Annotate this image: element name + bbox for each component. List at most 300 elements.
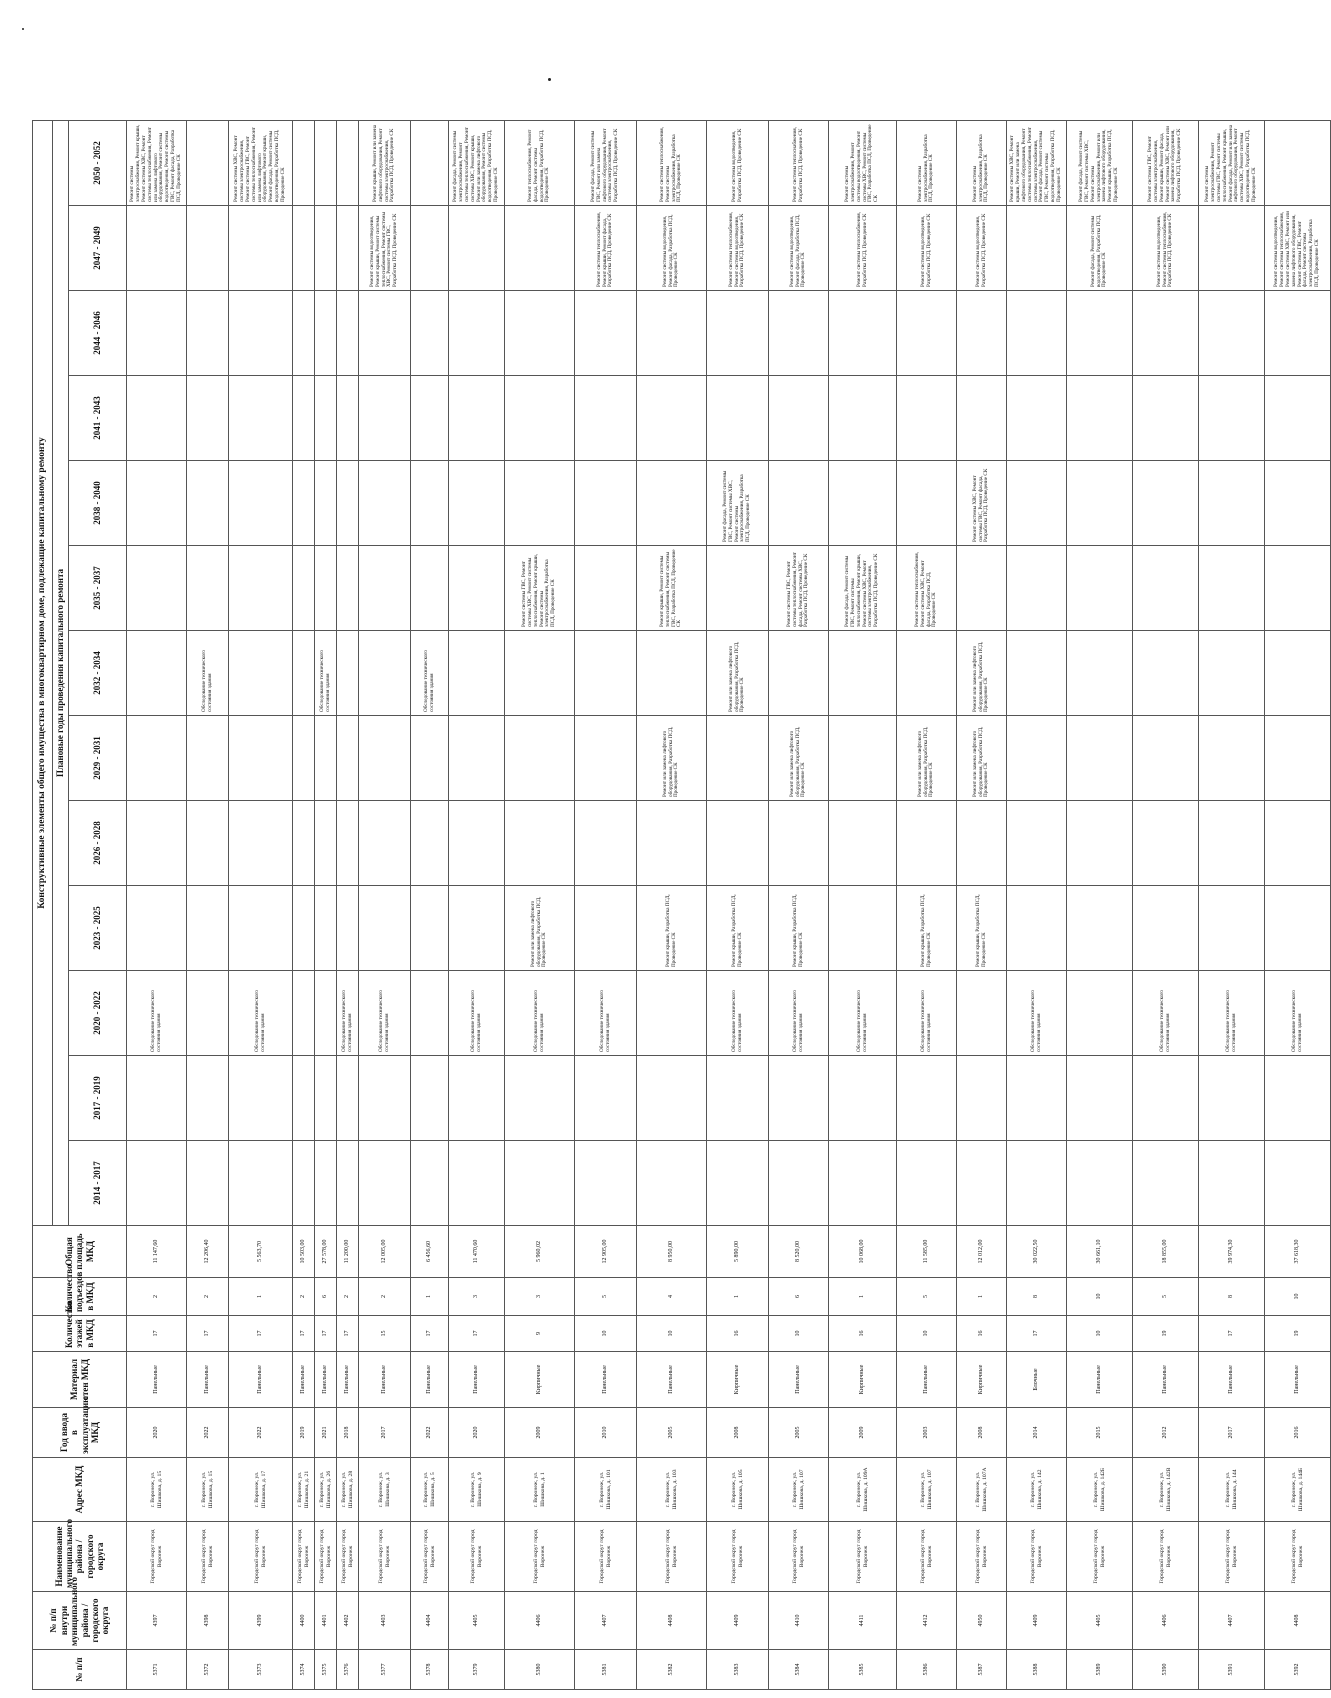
row-period-work: Обследование технического состояния здания xyxy=(1133,971,1199,1056)
row-period-work xyxy=(1007,1141,1067,1226)
period-header: 2017 - 2019 xyxy=(69,1056,127,1141)
row-period-work xyxy=(707,1141,769,1226)
row-year: 2005 xyxy=(637,1408,707,1458)
row-entrances: 2 xyxy=(293,1278,315,1316)
row-period-work xyxy=(359,461,411,546)
row-number: 5383 xyxy=(707,1650,769,1690)
row-period-work: Ремонт крыши, Разработка ПСД, Проведение СК xyxy=(897,886,957,971)
row-period-work xyxy=(187,971,229,1056)
header-municipal-num: № п/п внутри муниципального района / городского округа xyxy=(33,1592,127,1650)
table-row xyxy=(1067,121,1133,1690)
row-period-work xyxy=(1007,376,1067,461)
row-period-work xyxy=(411,206,449,291)
row-period-work xyxy=(315,461,337,546)
row-municipal-number: 4398 xyxy=(187,1592,229,1650)
row-period-work: Ремонт или замена лифтового оборудования, Разработка ПСД, Проведение СК xyxy=(957,716,1007,801)
row-entrances: 6 xyxy=(769,1278,829,1316)
row-number: 5388 xyxy=(1007,1650,1067,1690)
row-entrances: 1 xyxy=(707,1278,769,1316)
table-row xyxy=(337,121,359,1690)
row-municipality: Городской округ город Воронеж xyxy=(449,1522,505,1592)
row-period-work xyxy=(1007,546,1067,631)
row-period-work xyxy=(1067,461,1133,546)
row-period-work: Ремонт системы водоотведения, Ремонт фасада, Разработка ПСД, Проведение СК xyxy=(637,206,707,291)
row-period-work: Ремонт системы теплоснабжения, Ремонт системы водоотведения, Разработка ПСД, Проведение СК xyxy=(707,206,769,291)
row-period-work: Обследование технического состояния здания xyxy=(187,631,229,716)
row-entrances: 2 xyxy=(187,1278,229,1316)
period-header: 2023 - 2025 xyxy=(69,886,127,971)
row-period-work xyxy=(1199,716,1265,801)
row-material: Панельные xyxy=(1199,1352,1265,1408)
row-material: Панельные xyxy=(1133,1352,1199,1408)
row-municipal-number: 4402 xyxy=(337,1592,359,1650)
table-row xyxy=(449,121,505,1690)
row-period-work: Ремонт крыши, Ремонт системы теплоснабжения, Ремонт системы ГВС, Разработка ПСД, Проведение СК xyxy=(637,546,707,631)
table-row xyxy=(1133,121,1199,1690)
row-period-work xyxy=(957,546,1007,631)
row-entrances: 8 xyxy=(1007,1278,1067,1316)
row-year: 2008 xyxy=(707,1408,769,1458)
row-period-work xyxy=(829,716,897,801)
row-period-work xyxy=(411,546,449,631)
row-area: 8 520,00 xyxy=(769,1226,829,1278)
row-address: г. Воронеж, ул. Шишкова, д. 142 xyxy=(1007,1458,1067,1522)
row-period-work: Обследование технического состояния здания xyxy=(1199,971,1265,1056)
header-floors: Количество этажей в МКД xyxy=(33,1316,127,1352)
row-period-work: Обследование технического состояния здания xyxy=(337,971,359,1056)
row-period-work xyxy=(1265,121,1331,206)
header-year: Год ввода в эксплуатацию МКД xyxy=(33,1408,127,1458)
row-period-work xyxy=(359,886,411,971)
row-material: Панельные xyxy=(359,1352,411,1408)
row-address: г. Воронеж, ул. Шишкова, д. 101 xyxy=(575,1458,637,1522)
header-num: № п/п xyxy=(33,1650,127,1690)
row-period-work xyxy=(187,1141,229,1226)
row-period-work xyxy=(1007,631,1067,716)
row-year: 2018 xyxy=(337,1408,359,1458)
row-municipality: Городской округ город Воронеж xyxy=(957,1522,1007,1592)
row-floors: 10 xyxy=(769,1316,829,1352)
row-period-work xyxy=(575,376,637,461)
row-period-work xyxy=(293,291,315,376)
table-row xyxy=(637,121,707,1690)
row-period-work xyxy=(359,801,411,886)
row-period-work xyxy=(449,1056,505,1141)
row-material: Панельные xyxy=(769,1352,829,1408)
row-floors: 17 xyxy=(293,1316,315,1352)
row-period-work xyxy=(229,886,293,971)
row-period-work xyxy=(1067,291,1133,376)
row-period-work: Ремонт системы водоотведения, Ремонт крыши, Ремонт системы теплоснабжения, Ремонт системы ХВС, Ремонт системы ГВС, Разработка ПСД, Проведение СК xyxy=(359,206,411,291)
row-year: 2022 xyxy=(411,1408,449,1458)
row-period-work xyxy=(229,546,293,631)
row-period-work xyxy=(769,1141,829,1226)
period-header: 2047 - 2049 xyxy=(69,206,127,291)
row-period-work: Обследование технического состояния здания xyxy=(1007,971,1067,1056)
row-period-work: Ремонт системы водоотведения, Разработка ПСД, Проведение СК xyxy=(707,121,769,206)
row-period-work: Ремонт крыши, Разработка ПСД, Проведение СК xyxy=(707,886,769,971)
row-area: 37 618,30 xyxy=(1265,1226,1331,1278)
row-floors: 19 xyxy=(1133,1316,1199,1352)
table-row xyxy=(897,121,957,1690)
row-municipal-number: 4950 xyxy=(957,1592,1007,1650)
row-floors: 9 xyxy=(505,1316,575,1352)
row-period-work xyxy=(707,716,769,801)
row-period-work xyxy=(293,461,315,546)
row-period-work xyxy=(337,121,359,206)
row-period-work xyxy=(359,716,411,801)
row-number: 5386 xyxy=(897,1650,957,1690)
row-number: 5376 xyxy=(337,1650,359,1690)
table-row xyxy=(505,121,575,1690)
row-period-work xyxy=(1199,801,1265,886)
row-period-work: Обследование технического состояния здания xyxy=(449,971,505,1056)
row-period-work xyxy=(337,631,359,716)
row-year: 2009 xyxy=(505,1408,575,1458)
row-period-work xyxy=(449,376,505,461)
row-municipal-number: 4409 xyxy=(1007,1592,1067,1650)
row-period-work: Ремонт системы электроснабжения, Разработка ПСД, Проведение СК xyxy=(957,121,1007,206)
row-period-work: Ремонт или замена лифтового оборудования, Разработка ПСД, Проведение СК xyxy=(707,631,769,716)
row-period-work: Ремонт системы водоотведения, Разработка ПСД, Проведение СК xyxy=(957,206,1007,291)
row-municipal-number: 4407 xyxy=(575,1592,637,1650)
table-row xyxy=(127,121,187,1690)
row-material: Панельные xyxy=(127,1352,187,1408)
row-period-work xyxy=(315,716,337,801)
row-period-work xyxy=(1199,631,1265,716)
row-municipality: Городской округ город Воронеж xyxy=(505,1522,575,1592)
row-period-work xyxy=(957,376,1007,461)
row-period-work: Ремонт или замена лифтового оборудования, Разработка ПСД, Проведение СК xyxy=(957,631,1007,716)
row-period-work: Ремонт системы электроснабжения, Ремонт системы водоотведения, Ремонт системы ХВС, Ремонт системы ГВС, Разработка ПСД, Проведение СК xyxy=(829,121,897,206)
row-material: Кирпичные xyxy=(957,1352,1007,1408)
row-material: Панельные xyxy=(337,1352,359,1408)
row-address: г. Воронеж, ул. Шишкова, д. 142В xyxy=(1133,1458,1199,1522)
row-material: Кирпичные xyxy=(707,1352,769,1408)
row-floors: 17 xyxy=(127,1316,187,1352)
row-period-work xyxy=(637,376,707,461)
row-period-work xyxy=(897,631,957,716)
row-municipal-number: 4397 xyxy=(127,1592,187,1650)
row-period-work xyxy=(637,291,707,376)
row-period-work: Ремонт системы ХВС, Ремонт системы электроснабжения, Ремонт системы ГВС, Ремонт системы теплоснабжения, Ремонт или замена лифтового оборудования, Ремонт крыши, Ремонт фасада, Ремонт системы водоотведения, Разработка ПСД, Проведение СК xyxy=(229,121,293,206)
row-area: 12 005,00 xyxy=(359,1226,411,1278)
row-period-work xyxy=(127,291,187,376)
row-period-work xyxy=(769,461,829,546)
row-period-work xyxy=(293,801,315,886)
row-period-work xyxy=(315,971,337,1056)
period-header: 2020 - 2022 xyxy=(69,971,127,1056)
row-period-work xyxy=(449,886,505,971)
row-address: г. Воронеж, ул. Шишкова, д. 26 xyxy=(315,1458,337,1522)
row-number: 5381 xyxy=(575,1650,637,1690)
row-period-work: Ремонт системы теплоснабжения, Разработка ПСД, Проведение СК xyxy=(829,206,897,291)
row-year: 2019 xyxy=(293,1408,315,1458)
row-period-work xyxy=(337,546,359,631)
row-number: 5391 xyxy=(1199,1650,1265,1690)
row-municipal-number: 4399 xyxy=(229,1592,293,1650)
row-address: г. Воронеж, ул. Шишкова, д. 105 xyxy=(707,1458,769,1522)
row-period-work xyxy=(1199,291,1265,376)
row-period-work xyxy=(315,121,337,206)
row-period-work xyxy=(127,376,187,461)
row-period-work xyxy=(957,291,1007,376)
row-area: 5 960,02 xyxy=(505,1226,575,1278)
row-period-work xyxy=(411,1056,449,1141)
row-address: г. Воронеж, ул. Шишкова, д. 1 xyxy=(505,1458,575,1522)
row-material: Панельные xyxy=(575,1352,637,1408)
row-period-work xyxy=(337,886,359,971)
row-floors: 16 xyxy=(957,1316,1007,1352)
row-period-work xyxy=(1199,1141,1265,1226)
row-number: 5380 xyxy=(505,1650,575,1690)
row-period-work xyxy=(505,461,575,546)
row-period-work xyxy=(1133,1141,1199,1226)
row-period-work xyxy=(829,291,897,376)
row-material: Панельные xyxy=(637,1352,707,1408)
row-period-work xyxy=(449,461,505,546)
row-period-work xyxy=(127,206,187,291)
row-entrances: 3 xyxy=(505,1278,575,1316)
row-period-work xyxy=(359,291,411,376)
row-period-work: Обследование технического состояния здания xyxy=(505,971,575,1056)
row-period-work xyxy=(127,1056,187,1141)
row-municipal-number: 4408 xyxy=(1265,1592,1331,1650)
row-year: 2017 xyxy=(1199,1408,1265,1458)
row-period-work xyxy=(1067,546,1133,631)
row-floors: 15 xyxy=(359,1316,411,1352)
row-address: г. Воронеж, ул. Шишкова, д. 3 xyxy=(359,1458,411,1522)
row-period-work xyxy=(637,1141,707,1226)
row-period-work xyxy=(957,1141,1007,1226)
row-period-work: Ремонт системы теплоснабжения, Ремонт системы электроснабжения, Разработка ПСД, Проведение СК xyxy=(637,121,707,206)
row-address: г. Воронеж, ул. Шишкова, д. 109А xyxy=(829,1458,897,1522)
row-period-work xyxy=(293,971,315,1056)
row-period-work xyxy=(1265,631,1331,716)
row-period-work xyxy=(1133,461,1199,546)
row-area: 5 890,00 xyxy=(707,1226,769,1278)
row-period-work xyxy=(229,1141,293,1226)
row-period-work xyxy=(829,631,897,716)
row-municipality: Городской округ город Воронеж xyxy=(293,1522,315,1592)
row-entrances: 1 xyxy=(229,1278,293,1316)
table-row xyxy=(1265,121,1331,1690)
period-header: 2026 - 2028 xyxy=(69,801,127,886)
row-period-work xyxy=(411,121,449,206)
row-period-work xyxy=(1133,1056,1199,1141)
row-period-work xyxy=(1199,461,1265,546)
row-period-work xyxy=(505,631,575,716)
period-header: 2032 - 2034 xyxy=(69,631,127,716)
row-period-work: Ремонт системы теплоснабжения, Ремонт системы ХВС, Ремонт фасада, Разработка ПСД, Проведение СК xyxy=(897,546,957,631)
row-period-work: Ремонт фасада, Ремонт системы ГВС, Ремонт или замена лифтового оборудования, Ремонт системы электроснабжения, Разработка ПСД, Проведение СК xyxy=(575,121,637,206)
row-period-work xyxy=(1133,801,1199,886)
row-municipality: Городской округ город Воронеж xyxy=(575,1522,637,1592)
row-period-work xyxy=(411,376,449,461)
row-number: 5377 xyxy=(359,1650,411,1690)
row-number: 5373 xyxy=(229,1650,293,1690)
row-period-work xyxy=(293,206,315,291)
row-area: 11 200,00 xyxy=(337,1226,359,1278)
row-period-work: Ремонт системы ГВС, Ремонт системы ХВС, Ремонт системы теплоснабжения, Ремонт крыши, Ремонт системы электроснабжения, Разработка ПСД, Проведение СК xyxy=(505,546,575,631)
row-period-work xyxy=(1199,376,1265,461)
row-municipality: Городской округ город Воронеж xyxy=(769,1522,829,1592)
row-period-work xyxy=(829,1056,897,1141)
rotated-sheet xyxy=(32,120,1321,1690)
row-period-work xyxy=(187,546,229,631)
row-period-work xyxy=(187,206,229,291)
period-header: 2041 - 2043 xyxy=(69,376,127,461)
row-number: 5371 xyxy=(127,1650,187,1690)
row-period-work xyxy=(1007,1056,1067,1141)
row-year: 2012 xyxy=(1133,1408,1199,1458)
row-municipality: Городской округ город Воронеж xyxy=(187,1522,229,1592)
row-period-work xyxy=(897,376,957,461)
row-number: 5374 xyxy=(293,1650,315,1690)
row-address: г. Воронеж, ул. Шишкова, д. 15 xyxy=(127,1458,187,1522)
row-address: г. Воронеж, ул. Шишкова, д. 107 xyxy=(897,1458,957,1522)
row-period-work xyxy=(187,1056,229,1141)
row-period-work xyxy=(411,801,449,886)
row-period-work xyxy=(293,376,315,461)
row-period-work xyxy=(315,1141,337,1226)
row-floors: 17 xyxy=(1007,1316,1067,1352)
row-period-work: Ремонт или замена лифтового оборудования, Разработка ПСД, Проведение СК xyxy=(769,716,829,801)
row-period-work xyxy=(575,801,637,886)
row-period-work xyxy=(1067,1141,1133,1226)
row-period-work: Обследование технического состояния здания xyxy=(769,971,829,1056)
row-entrances: 2 xyxy=(127,1278,187,1316)
row-period-work xyxy=(411,886,449,971)
capital-repair-table xyxy=(32,120,1331,1690)
row-year: 2022 xyxy=(187,1408,229,1458)
row-period-work xyxy=(229,631,293,716)
row-period-work xyxy=(315,801,337,886)
row-period-work xyxy=(127,546,187,631)
table-subtitle: Плановые годы проведения капитального ремонта xyxy=(53,121,69,1226)
row-entrances: 3 xyxy=(449,1278,505,1316)
row-period-work xyxy=(293,886,315,971)
row-municipality: Городской округ город Воронеж xyxy=(1133,1522,1199,1592)
row-period-work xyxy=(315,291,337,376)
row-floors: 17 xyxy=(337,1316,359,1352)
row-period-work xyxy=(359,376,411,461)
row-period-work xyxy=(337,1141,359,1226)
row-period-work: Ремонт фасада, Ремонт системы ГВС, Ремонт системы теплоснабжения, Ремонт крыши, Ремонт системы ХВС, Ремонт системы электроснабжения, Разработка ПСД, Проведение СК xyxy=(829,546,897,631)
period-header: 2044 - 2046 xyxy=(69,291,127,376)
row-period-work xyxy=(575,1141,637,1226)
row-period-work xyxy=(1265,1141,1331,1226)
row-period-work: Обследование технического состояния здания xyxy=(1265,971,1331,1056)
row-period-work: Обследование технического состояния здания xyxy=(229,971,293,1056)
row-area: 12 012,00 xyxy=(957,1226,1007,1278)
period-header: 2035 - 2037 xyxy=(69,546,127,631)
header-material: Материал стен МКД xyxy=(33,1352,127,1408)
row-number: 5372 xyxy=(187,1650,229,1690)
row-period-work: Обследование технического состояния здания xyxy=(411,631,449,716)
row-period-work: Ремонт крыши, Разработка ПСД, Проведение СК xyxy=(957,886,1007,971)
row-period-work: Обследование технического состояния здания xyxy=(829,971,897,1056)
row-material: Панельные xyxy=(449,1352,505,1408)
row-period-work xyxy=(897,1056,957,1141)
row-period-work xyxy=(449,1141,505,1226)
row-period-work: Ремонт системы водоотведения, Ремонт фасада, Разработка ПСД, Проведение СК xyxy=(769,206,829,291)
row-period-work xyxy=(769,631,829,716)
row-period-work xyxy=(829,886,897,971)
row-floors: 17 xyxy=(315,1316,337,1352)
row-period-work xyxy=(315,546,337,631)
row-period-work xyxy=(187,291,229,376)
row-period-work xyxy=(707,376,769,461)
row-period-work: Обследование технического состояния здания xyxy=(127,971,187,1056)
row-period-work xyxy=(229,461,293,546)
row-period-work xyxy=(337,376,359,461)
row-period-work xyxy=(449,206,505,291)
row-floors: 17 xyxy=(1199,1316,1265,1352)
row-period-work xyxy=(505,206,575,291)
row-period-work: Ремонт фасада, Ремонт системы ГВС, Ремонт системы ХВС, Ремонт системы электроснабжения, Разработка ПСД, Проведение СК xyxy=(707,461,769,546)
row-period-work xyxy=(637,971,707,1056)
row-period-work xyxy=(449,801,505,886)
row-period-work xyxy=(337,801,359,886)
row-period-work xyxy=(293,1141,315,1226)
row-area: 11 470,60 xyxy=(449,1226,505,1278)
row-year: 2010 xyxy=(575,1408,637,1458)
row-municipality: Городской округ город Воронеж xyxy=(1067,1522,1133,1592)
table-row xyxy=(769,121,829,1690)
row-period-work xyxy=(505,1141,575,1226)
row-municipality: Городской округ город Воронеж xyxy=(707,1522,769,1592)
row-period-work: Ремонт системы ГВС, Ремонт системы электроснабжения, Ремонт крыши, Ремонт фасада, Ремонт системы ХВС, Ремонт или замена лифтового оборудования, Разработка ПСД, Проведение СК xyxy=(1133,121,1199,206)
row-year: 2005 xyxy=(769,1408,829,1458)
row-period-work xyxy=(637,1056,707,1141)
row-period-work: Ремонт или замена лифтового оборудования, Разработка ПСД, Проведение СК xyxy=(505,886,575,971)
row-period-work xyxy=(411,716,449,801)
row-municipality: Городской округ город Воронеж xyxy=(315,1522,337,1592)
table-row xyxy=(829,121,897,1690)
row-floors: 17 xyxy=(449,1316,505,1352)
row-period-work xyxy=(829,461,897,546)
row-municipality: Городской округ город Воронеж xyxy=(359,1522,411,1592)
row-area: 10 503,00 xyxy=(293,1226,315,1278)
row-number: 5379 xyxy=(449,1650,505,1690)
row-period-work xyxy=(315,1056,337,1141)
row-period-work xyxy=(505,376,575,461)
row-period-work xyxy=(229,376,293,461)
row-period-work xyxy=(293,1056,315,1141)
row-period-work: Ремонт системы теплоснабжения, Ремонт крыши, Ремонт фасада, Разработка ПСД, Проведение СК xyxy=(575,206,637,291)
row-period-work: Обследование технического состояния здания xyxy=(897,971,957,1056)
row-address: г. Воронеж, ул. Шишкова, д. 9 xyxy=(449,1458,505,1522)
row-period-work xyxy=(897,461,957,546)
row-year: 2015 xyxy=(1067,1408,1133,1458)
row-period-work xyxy=(637,461,707,546)
row-period-work xyxy=(505,291,575,376)
row-area: 11 585,00 xyxy=(897,1226,957,1278)
row-period-work xyxy=(769,291,829,376)
row-period-work xyxy=(1199,206,1265,291)
row-municipal-number: 4405 xyxy=(449,1592,505,1650)
row-year: 2020 xyxy=(127,1408,187,1458)
row-entrances: 10 xyxy=(1067,1278,1133,1316)
row-number: 5384 xyxy=(769,1650,829,1690)
row-period-work xyxy=(829,801,897,886)
row-period-work xyxy=(769,801,829,886)
row-floors: 10 xyxy=(575,1316,637,1352)
row-number: 5385 xyxy=(829,1650,897,1690)
row-period-work xyxy=(1265,546,1331,631)
row-period-work: Ремонт крыши, Разработка ПСД, Проведение СК xyxy=(637,886,707,971)
